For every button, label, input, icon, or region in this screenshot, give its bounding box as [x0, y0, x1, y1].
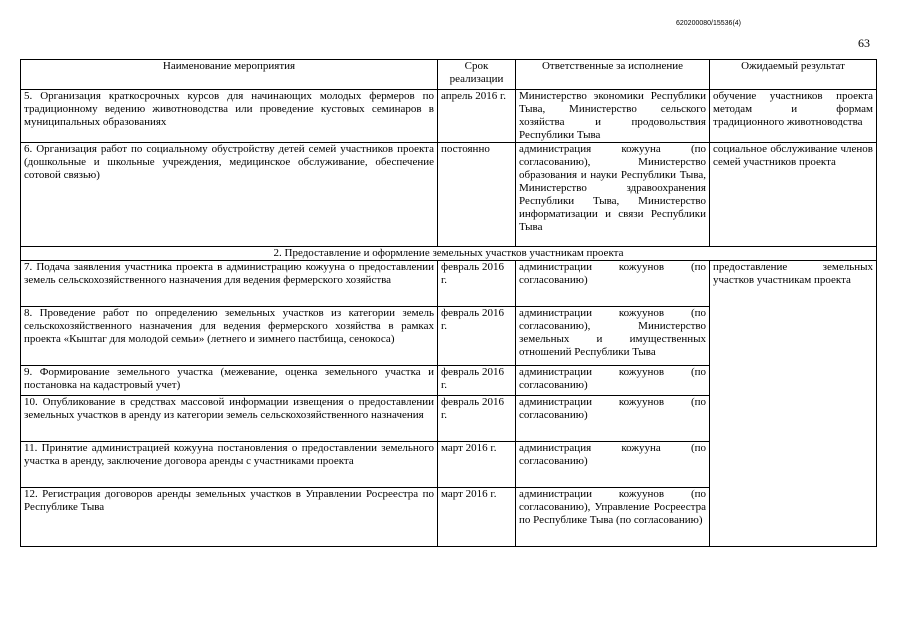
page-number: 63 [858, 36, 870, 50]
term-cell: март 2016 г. [438, 442, 516, 488]
term-cell: февраль 2016 г. [438, 261, 516, 307]
section-title: 2. Предоставление и оформление земельных участков участникам проекта [21, 247, 877, 261]
event-cell: 8. Проведение работ по определению земельных участков из категории земель сельскохозяйственного назначения для ведения фермерского хозяйства в рамках проекта «Кыштаг для молодой семьи» (летнего и зимнего пастбища, сенокоса) [21, 307, 438, 366]
section-result-cell: предоставление земельных участков участникам проекта [710, 261, 877, 547]
responsible-cell: администрации кожуунов (по согласованию) [516, 366, 710, 396]
result-cell: социальное обслуживание членов семей участников проекта [710, 143, 877, 247]
section-header-row [21, 247, 877, 261]
event-cell: 12. Регистрация договоров аренды земельных участков в Управлении Росреестра по Республике Тыва [21, 488, 438, 547]
header-term: Срок реализации [438, 60, 516, 90]
responsible-cell: администрации кожуунов (по согласованию) [516, 396, 710, 442]
term-cell: постоянно [438, 143, 516, 247]
event-cell: 11. Принятие администрацией кожууна постановления о предоставлении земельного участка в аренду, заключение договора аренды с участниками проекта [21, 442, 438, 488]
term-cell: апрель 2016 г. [438, 90, 516, 143]
responsible-cell: Министерство экономики Республики Тыва, Министерство сельского хозяйства и продовольствия Республики Тыва [516, 90, 710, 143]
responsible-cell: администрации кожуунов (по согласованию), Министерство земельных и имущественных отношений Республики Тыва [516, 307, 710, 366]
responsible-cell: администрация кожууна (по согласованию), Министерство образования и науки Республики Тыва, Министерство здравоохранения Республики Тыва, Министерство информатизации и связи Республики Тыва [516, 143, 710, 247]
header-responsible: Ответственные за исполнение [516, 60, 710, 90]
event-cell: 9. Формирование земельного участка (межевание, оценка земельного участка и постановка на кадастровый учет) [21, 366, 438, 396]
header-event: Наименование мероприятия [21, 60, 438, 90]
responsible-cell: администрация кожууна (по согласованию) [516, 442, 710, 488]
term-cell: февраль 2016 г. [438, 396, 516, 442]
event-cell: 10. Опубликование в средствах массовой информации извещения о предоставлении земельных участков в аренду из категории земель сельскохозяйственного назначения [21, 396, 438, 442]
document-id: 620200080/15536(4) [676, 20, 742, 27]
event-cell: 6. Организация работ по социальному обустройству детей семей участников проекта (дошкольные и школьные учреждения, медицинское обслуживание, обеспечение сотовой связью) [21, 143, 438, 247]
table-row [21, 143, 877, 247]
event-cell: 7. Подача заявления участника проекта в администрацию кожууна о предоставлении земель сельскохозяйственного назначения для ведения фермерского хозяйства [21, 261, 438, 307]
term-cell: февраль 2016 г. [438, 366, 516, 396]
result-cell: обучение участников проекта методам и формам традиционного животноводства [710, 90, 877, 143]
header-result: Ожидаемый результат [710, 60, 877, 90]
term-cell: март 2016 г. [438, 488, 516, 547]
events-table [20, 59, 877, 547]
table-row [21, 90, 877, 143]
responsible-cell: администрации кожуунов (по согласованию) [516, 261, 710, 307]
table-row [21, 261, 877, 307]
term-cell: февраль 2016 г. [438, 307, 516, 366]
event-cell: 5. Организация краткосрочных курсов для начинающих молодых фермеров по традиционному ведению животноводства или проведение кустовых семинаров в муниципальных образованиях [21, 90, 438, 143]
responsible-cell: администрации кожуунов (по согласованию), Управление Росреестра по Республике Тыва (по согласованию) [516, 488, 710, 547]
table-header-row [21, 60, 877, 90]
